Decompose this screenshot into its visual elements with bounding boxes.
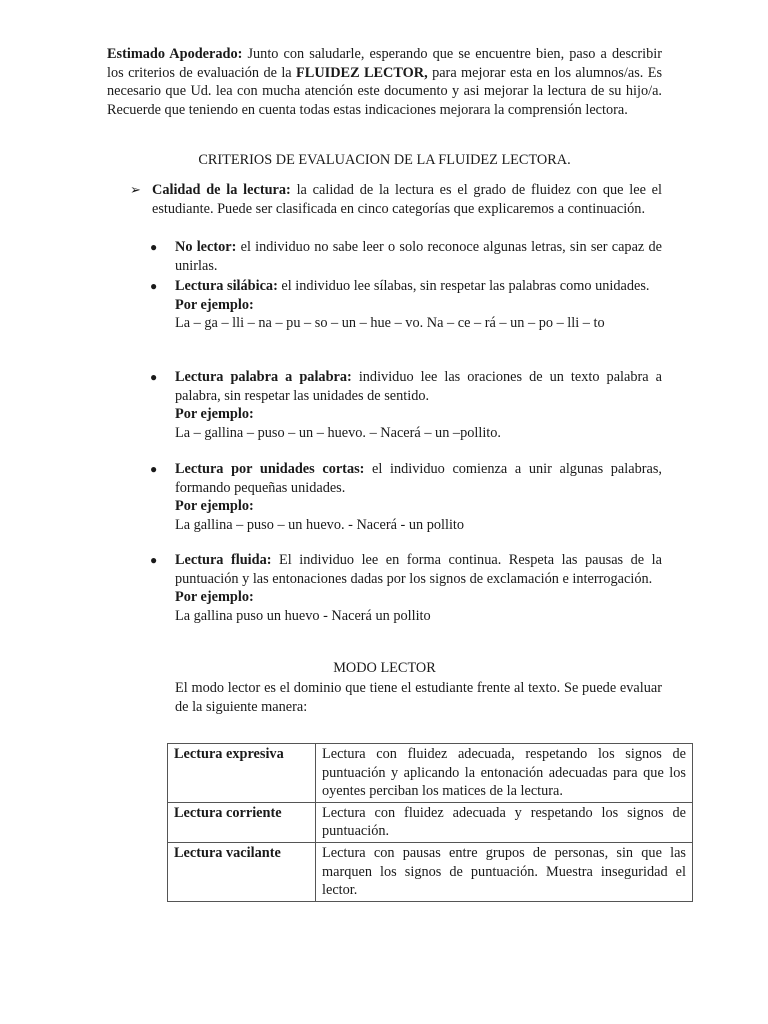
example-label: Por ejemplo: [175,406,254,423]
section-title: CRITERIOS DE EVALUACION DE LA FLUIDEZ LECTORA. [198,152,571,168]
category-item [150,551,662,625]
intro-greeting: Estimado Apoderado: [107,46,243,62]
category-item [150,238,662,275]
example-label: Por ejemplo: [175,296,254,313]
bullet-icon: ● [150,279,158,293]
table-cell-label: Lectura corriente [168,802,316,842]
category-label: Lectura por unidades cortas: [175,461,365,477]
bullet-icon: ● [150,240,158,254]
example-label: Por ejemplo: [175,589,254,606]
category-body [175,238,662,275]
table-cell-description: Lectura con fluidez adecuada, respetando los signos de puntuación y aplicando la entonación adecuadas para que los oyentes perciban los matices de la lectura. [316,744,693,803]
category-item [150,460,662,534]
example-text: La gallina puso un huevo - Nacerá un pollito [175,607,431,624]
table-cell-description: Lectura con pausas entre grupos de personas, sin que las marquen los signos de puntuación. Muestra inseguridad el lector. [316,842,693,901]
table-cell-label: Lectura expresiva [168,744,316,803]
example-text: La – ga – lli – na – pu – so – un – hue – vo. Na – ce – rá – un – po – lli – to [175,315,605,332]
category-label: Lectura silábica: [175,278,278,294]
example-text: La gallina – puso – un huevo. - Nacerá - un pollito [175,516,465,533]
criterion-description: la calidad de la lectura es el grado de fluidez con que lee el estudiante. Puede ser clasificada en cinco categorías que explicaremos a continuación. [152,182,662,217]
category-body [175,460,662,534]
category-item [150,277,662,333]
table-cell-description: Lectura con fluidez adecuada y respetando los signos de puntuación. [316,802,693,842]
modo-lector-text: El modo lector es el dominio que tiene el estudiante frente al texto. Se puede evaluar de la siguiente manera: [175,680,662,715]
example-text: La – gallina – puso – un – huevo. – Nacerá – un –pollito. [175,424,501,441]
intro-bold-term: FLUIDEZ LECTOR, [296,64,428,81]
category-label: No lector: [175,239,237,255]
category-description: el individuo comienza a unir algunas palabras, formando pequeñas unidades. [175,461,662,496]
criterion-item [130,181,662,218]
intro-text-2: para mejorar esta en los alumnos/as. Es necesario que Ud. lea con mucha atención este documento y asi mejorar la lectura de su hijo/a. Recuerde que teniendo en cuenta todas estas indicaciones mejorara la comprensión lectora. [107,64,663,118]
category-description: el individuo lee sílabas, sin respetar las palabras como unidades. [277,278,650,294]
intro-text-1: Junto con saludarle, esperando que se encuentre bien, paso a describir los criterios de evaluación de la [107,46,662,81]
category-body [175,368,662,442]
category-label: Lectura fluida: [175,552,272,568]
category-body [175,551,662,625]
bullet-icon: ● [150,462,158,476]
criterion-text [152,181,662,218]
table-cell-label: Lectura vacilante [168,842,316,901]
bullet-icon: ● [150,370,158,384]
bullet-icon: ● [150,553,158,567]
criterion-label: Calidad de la lectura: [152,182,291,198]
intro-paragraph [107,45,662,119]
modo-lector-title: MODO LECTOR [333,660,436,676]
category-item [150,368,662,442]
table-row [168,802,693,842]
category-description: El individuo lee en forma continua. Respeta las pausas de la puntuación y las entonaciones dadas por los signos de exclamación e interrogación. [175,552,662,587]
example-label: Por ejemplo: [175,498,254,515]
category-description: individuo lee las oraciones de un texto palabra a palabra, sin respetar las unidades de sentido. [175,369,662,404]
table-row [168,744,693,803]
category-label: Lectura palabra a palabra: [175,369,352,385]
category-body [175,277,662,333]
modo-lector-table [167,743,693,902]
table-row [168,842,693,901]
category-description: el individuo no sabe leer o solo reconoce algunas letras, sin ser capaz de unirlas. [175,239,662,274]
arrow-bullet-icon: ➢ [130,182,141,197]
